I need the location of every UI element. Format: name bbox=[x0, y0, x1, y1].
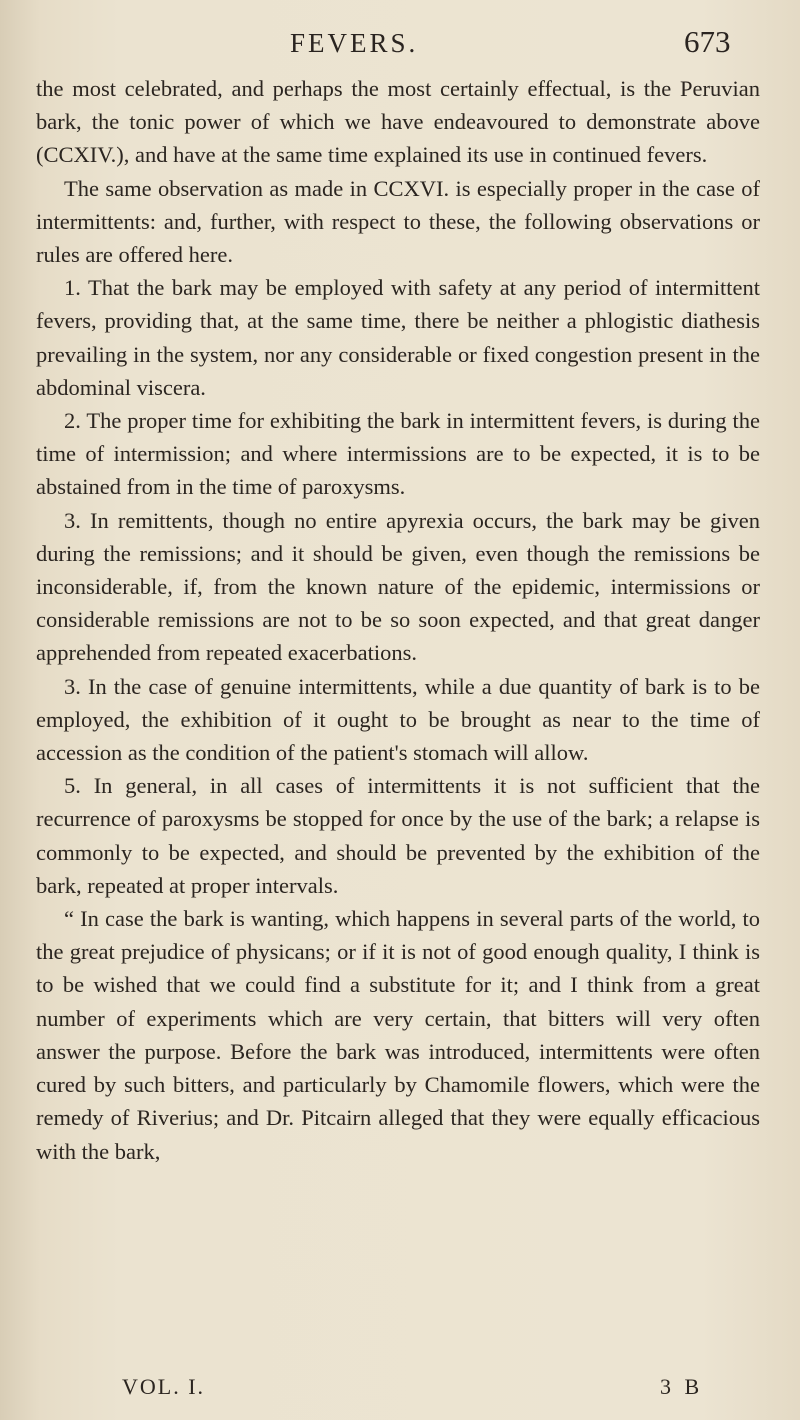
paragraph: 3. In remittents, though no entire apyrexia occurs, the bark may be given during the remissions; and it should be given, even though the remissions be inconsiderable, if, from the known nature of the epidemic, intermissions or considerable remissions are not to be so soon expected, and that great danger apprehended from repeated exacerbations. bbox=[36, 507, 760, 666]
volume-label: VOL. I. bbox=[122, 1374, 206, 1399]
running-title: FEVERS. bbox=[290, 28, 419, 58]
paragraph: The same observation as made in CCXVI. is especially proper in the case of intermittents: and, further, with respect to these, the following observations or rules are offered here. bbox=[36, 175, 760, 268]
paragraph: 1. That the bark may be employed with safety at any period of intermittent fevers, providing that, at the same time, there be neither a phlogistic diathesis prevailing in the system, nor any considerable or fixed congestion present in the abdominal viscera. bbox=[36, 275, 760, 400]
paragraph: 2. The proper time for exhibiting the bark in intermittent fevers, is during the time of intermission; and where intermissions are to be expected, it is to be abstained from in the time of paroxysms. bbox=[36, 408, 760, 500]
paragraph: the most celebrated, and perhaps the most certainly effectual, is the Peruvian bark, the tonic power of which we have endeavoured to demonstrate above (CCXIV.), and have at the same time explained its use in continued fevers. bbox=[36, 76, 760, 168]
page-footer bbox=[0, 1374, 800, 1410]
signature-mark: 3 B bbox=[660, 1374, 704, 1399]
paragraph: 3. In the case of genuine intermittents, while a due quantity of bark is to be employed, the exhibition of it ought to be brought as near to the time of accession as the condition of the patient's stomach will allow. bbox=[36, 673, 760, 766]
page-number: 673 bbox=[684, 24, 731, 59]
paragraph: “ In case the bark is wanting, which happens in several parts of the world, to the great prejudice of physicans; or if it is not of good enough quality, I think is to be wished that we could find a substitute for it; and I think from a great number of experiments which are very certain, that bitters will very often answer the purpose. Before the bark was introduced, intermittents were often cured by such bitters, and particularly by Chamomile flowers, which were the remedy of Riverius; and Dr. Pitcairn alleged that they were equally efficacious with the bark, bbox=[36, 906, 760, 1164]
body-text bbox=[36, 72, 760, 1168]
paragraph: 5. In general, in all cases of intermittents it is not sufficient that the recurrence of paroxysms be stopped for once by the use of the bark; a relapse is commonly to be expected, and should be prevented by the exhibition of the bark, repeated at proper intervals. bbox=[36, 773, 760, 898]
page-header bbox=[0, 20, 800, 60]
